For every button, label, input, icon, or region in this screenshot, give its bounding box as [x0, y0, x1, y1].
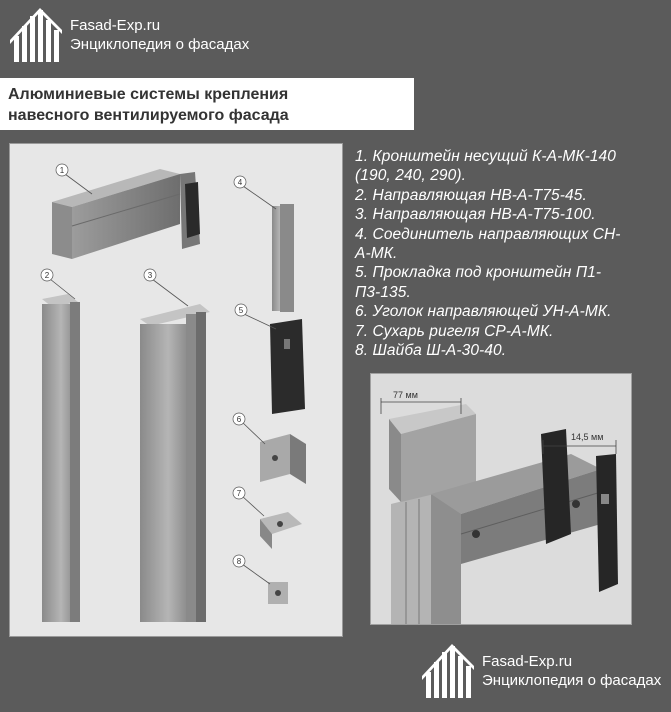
callout-2: 2 [44, 271, 50, 280]
building-logo-icon [418, 642, 476, 700]
title-line-1: Алюминиевые системы крепления [8, 86, 289, 103]
guide-100-part [140, 279, 210, 622]
dimension-14-5: 14,5 мм [571, 432, 604, 442]
legend-line: 7. Сухарь ригеля СР-А-МК. [355, 322, 554, 340]
guide-45-part [42, 279, 80, 622]
parts-drawing [10, 144, 342, 636]
legend-line: 5. Прокладка под кронштейн П1- [355, 264, 602, 282]
callout-8: 8 [236, 557, 242, 566]
pad-part [244, 314, 305, 414]
parts-legend [355, 147, 667, 360]
legend-line: П3-135. [355, 283, 411, 301]
legend-line: А-МК. [355, 245, 398, 263]
callout-6: 6 [236, 415, 242, 424]
legend-line: 6. Уголок направляющей УН-А-МК. [355, 303, 612, 321]
callout-3: 3 [147, 271, 153, 280]
site-logo-bottom [418, 642, 661, 700]
washer-part [242, 564, 288, 604]
callout-4: 4 [237, 178, 243, 187]
logo-name: Fasad-Exp.ru [70, 17, 161, 34]
legend-line: 4. Соединитель направляющих СН- [355, 225, 621, 243]
page-title [0, 78, 414, 130]
legend-line: 3. Направляющая НВ-А-Т75-100. [355, 206, 596, 224]
parts-illustration [9, 143, 343, 637]
callout-1: 1 [59, 166, 65, 175]
connector-part [243, 186, 294, 312]
legend-line: (190, 240, 290). [355, 167, 467, 185]
legend-line: 2. Направляющая НВ-А-Т75-45. [355, 186, 587, 204]
site-logo-top [6, 6, 249, 64]
logo-name: Fasad-Exp.ru [482, 653, 573, 670]
callout-5: 5 [238, 306, 244, 315]
assembly-illustration [370, 373, 632, 625]
dimension-77: 77 мм [393, 390, 418, 400]
logo-tagline: Энциклопедия о фасадах [70, 36, 250, 53]
logo-tagline: Энциклопедия о фасадах [482, 672, 662, 689]
building-logo-icon [6, 6, 64, 64]
cracker-part [242, 496, 302, 549]
angle-part [242, 422, 306, 484]
assembly-drawing [371, 374, 631, 624]
legend-line: 1. Кронштейн несущий К-А-МК-140 [355, 148, 616, 165]
legend-line: 8. Шайба Ш-А-30-40. [355, 342, 507, 360]
title-line-2: навесного вентилируемого фасада [8, 107, 289, 124]
bracket-part [52, 169, 200, 259]
callout-7: 7 [236, 489, 242, 498]
